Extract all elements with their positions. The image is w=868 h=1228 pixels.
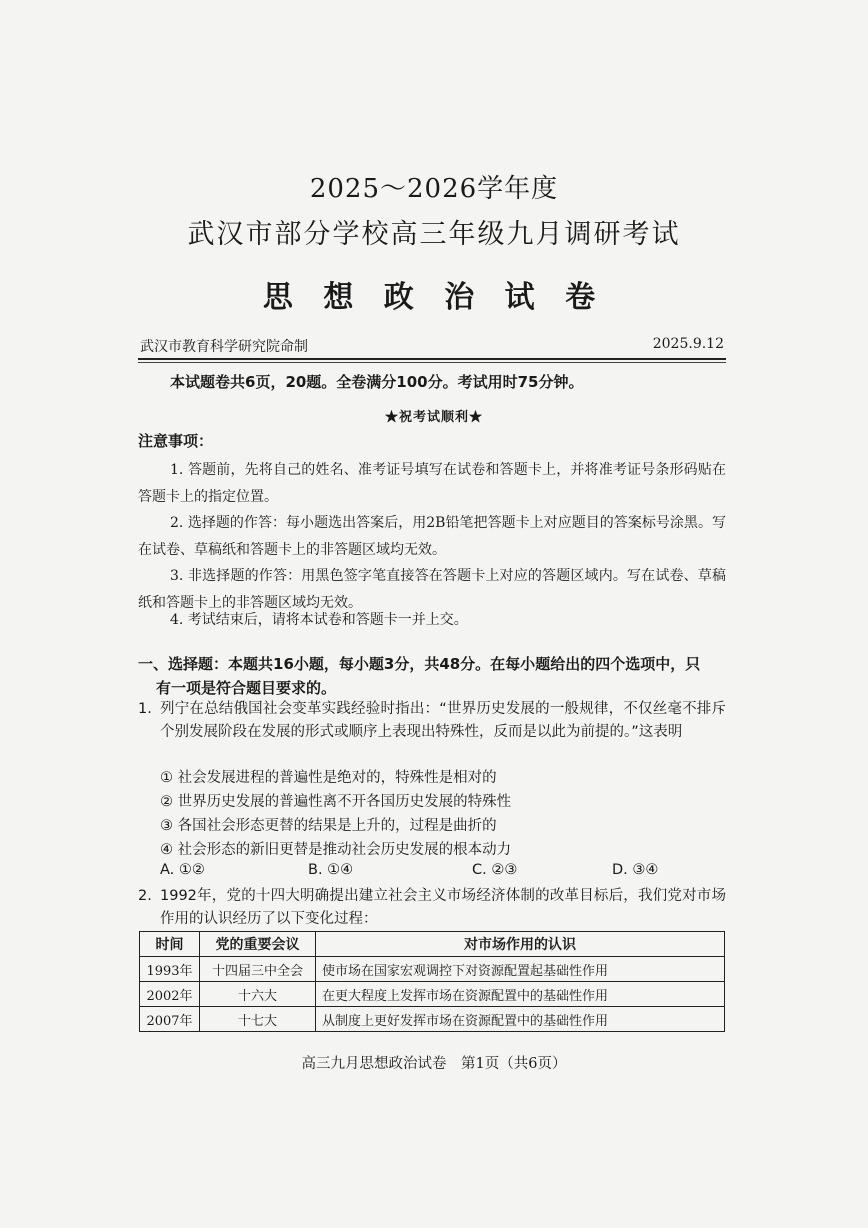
notice-item: 4. 考试结束后，请将本试卷和答题卡一并上交。 bbox=[170, 612, 468, 628]
section-heading bbox=[138, 652, 726, 700]
notice-item: 3. 非选择题的作答：用黑色签字笔直接答在答题卡上对应的答题区域内。写在试卷、草稿纸和答题卡上的非答题区域均无效。 bbox=[138, 568, 726, 611]
table-row bbox=[140, 1007, 725, 1032]
choice-a: A. ①② bbox=[160, 862, 205, 878]
table-cell: 从制度上更好发挥市场在资源配置中的基础性作用 bbox=[316, 1007, 725, 1032]
section-heading-line2: 有一项是符合题目要求的。 bbox=[156, 679, 337, 697]
statement-option: ② 世界历史发展的普遍性离不开各国历史发展的特殊性 bbox=[160, 794, 512, 810]
page-footer: 高三九月思想政治试卷 第1页（共6页） bbox=[301, 1056, 567, 1072]
divider-thin bbox=[138, 362, 726, 363]
column-header-time: 时间 bbox=[140, 932, 200, 957]
choice-c: C. ②③ bbox=[472, 862, 518, 878]
divider-thick bbox=[138, 358, 726, 360]
table-cell: 十六大 bbox=[200, 982, 316, 1007]
exam-date: 2025.9.12 bbox=[652, 336, 724, 352]
statement-option: ④ 社会形态的新旧更替是推动社会历史发展的根本动力 bbox=[160, 842, 512, 858]
question-stem: 列宁在总结俄国社会变革实践经验时指出：“世界历史发展的一般规律，不仅丝毫不排斥个别发展阶段在发展的形式或顺序上表现出特殊性，反而是以此为前提的。”这表明 bbox=[160, 701, 726, 740]
table-row bbox=[140, 957, 725, 982]
exam-title: 武汉市部分学校高三年级九月调研考试 bbox=[187, 219, 681, 250]
notice-item: 1. 答题前，先将自己的姓名、准考证号填写在试卷和答题卡上，并将准考证号条形码贴在答题卡上的指定位置。 bbox=[138, 462, 726, 505]
statement-option: ③ 各国社会形态更替的结果是上升的，过程是曲折的 bbox=[160, 818, 497, 834]
notice-item: 2. 选择题的作答：每小题选出答案后，用2B铅笔把答题卡上对应题目的答案标号涂黑。写在试卷、草稿纸和答题卡上的非答题区域均无效。 bbox=[138, 515, 726, 558]
table-header-row bbox=[140, 932, 725, 957]
table-cell: 2002年 bbox=[140, 982, 200, 1007]
question-number: 2. bbox=[138, 888, 152, 904]
meta-line bbox=[140, 336, 724, 358]
table-cell: 十七大 bbox=[200, 1007, 316, 1032]
academic-year: 2025～2026学年度 bbox=[309, 174, 559, 204]
issuer: 武汉市教育科学研究院命制 bbox=[140, 339, 308, 355]
table-cell: 在更大程度上发挥市场在资源配置中的基础性作用 bbox=[316, 982, 725, 1007]
market-role-table bbox=[139, 931, 725, 1032]
section-heading-line1: 一、选择题：本题共16小题，每小题3分，共48分。在每小题给出的四个选项中，只 bbox=[138, 655, 701, 673]
table-cell: 1993年 bbox=[140, 957, 200, 982]
column-header-understanding: 对市场作用的认识 bbox=[316, 932, 725, 957]
table-cell: 2007年 bbox=[140, 1007, 200, 1032]
table-row bbox=[140, 982, 725, 1007]
column-header-meeting: 党的重要会议 bbox=[200, 932, 316, 957]
good-luck-banner: ★祝考试顺利★ bbox=[384, 410, 483, 425]
question-number: 1. bbox=[138, 701, 152, 717]
choice-d: D. ③④ bbox=[612, 862, 659, 878]
question-stem: 1992年，党的十四大明确提出建立社会主义市场经济体制的改革目标后，我们党对市场作用的认识经历了以下变化过程： bbox=[160, 888, 726, 927]
table-cell: 使市场在国家宏观调控下对资源配置起基础性作用 bbox=[316, 957, 725, 982]
choice-b: B. ①④ bbox=[308, 862, 354, 878]
notice-title: 注意事项： bbox=[138, 432, 214, 450]
question-2 bbox=[138, 885, 726, 931]
question-1 bbox=[138, 698, 726, 744]
statement-option: ① 社会发展进程的普遍性是绝对的，特殊性是相对的 bbox=[160, 770, 497, 786]
subject-title: 思 想 政 治 试 卷 bbox=[262, 280, 606, 315]
exam-intro: 本试题卷共6页，20题。全卷满分100分。考试用时75分钟。 bbox=[170, 373, 584, 391]
table-cell: 十四届三中全会 bbox=[200, 957, 316, 982]
answer-choices bbox=[160, 862, 700, 884]
